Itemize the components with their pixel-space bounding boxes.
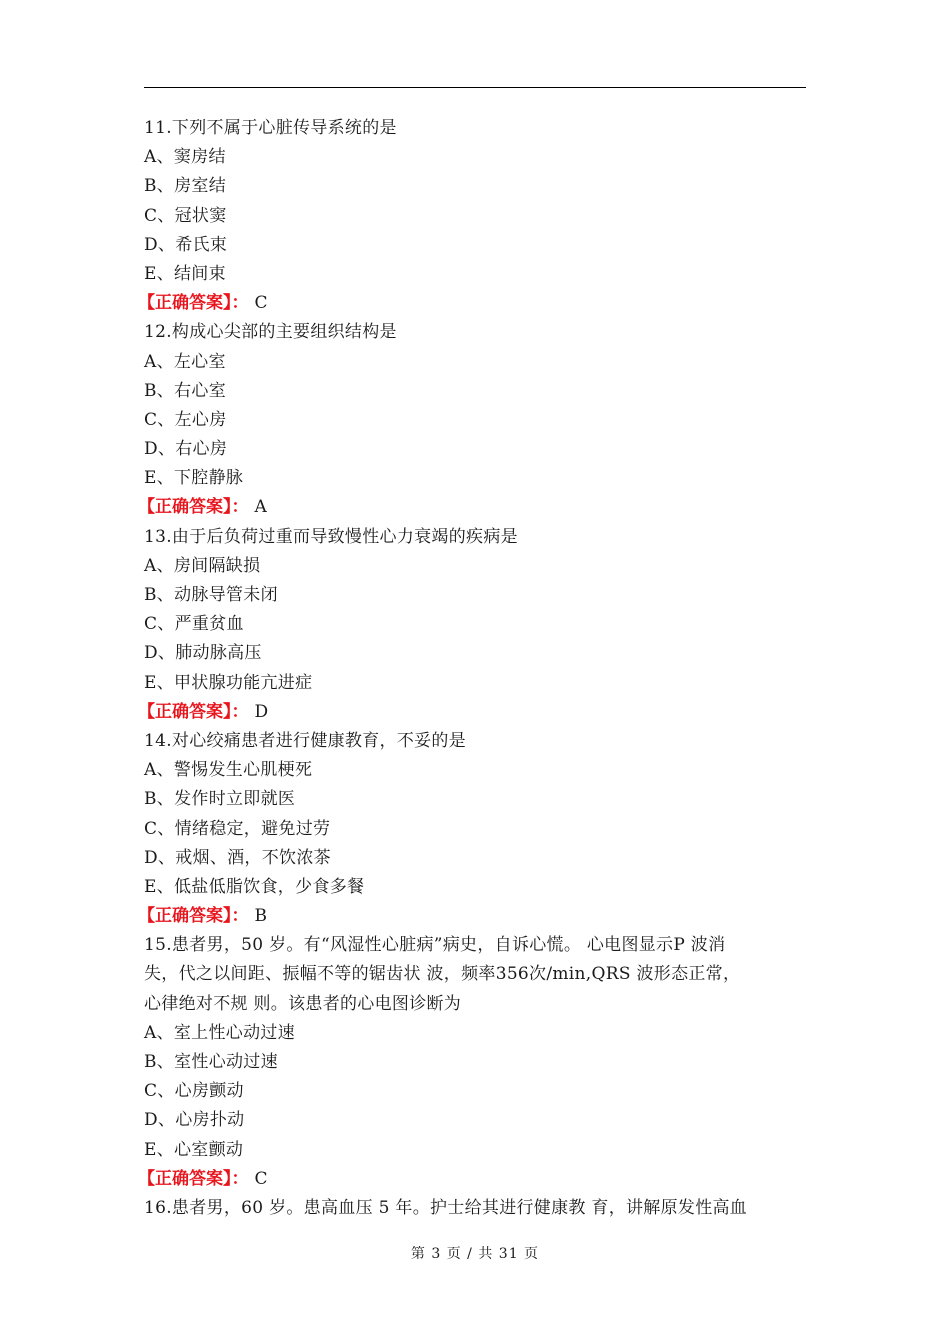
option-e: E、心室颤动 <box>144 1139 244 1160</box>
option-e: E、低盐低脂饮食，少食多餐 <box>144 876 365 897</box>
question-stem: 12.构成心尖部的主要组织结构是 <box>144 322 397 343</box>
option-b: B、右心室 <box>144 380 226 401</box>
answer-value: C <box>254 293 268 314</box>
option-e: E、下腔静脉 <box>144 468 244 489</box>
option-c: C、左心房 <box>144 409 227 430</box>
option-a: A、房间隔缺损 <box>144 555 261 576</box>
question-stem-line: 15.患者男，50 岁。有“风湿性心脏病”病史，自诉心慌。 心电图显示P 波消 <box>144 935 726 956</box>
answer-value: A <box>254 497 267 518</box>
header-rule <box>144 87 806 88</box>
option-b: B、房室结 <box>144 176 226 197</box>
question-stem: 14.对心绞痛患者进行健康教育，不妥的是 <box>144 730 467 751</box>
answer-row <box>138 1165 806 1194</box>
question-item <box>144 1194 806 1223</box>
option-d: D、心房扑动 <box>144 1110 245 1131</box>
answer-label: 【正确答案】： <box>138 906 249 927</box>
page-footer: 第 3 页 / 共 31 页 <box>410 1246 540 1262</box>
option-d: D、戒烟、酒，不饮浓茶 <box>144 847 331 868</box>
question-item <box>138 318 806 522</box>
answer-value: D <box>254 701 269 722</box>
option-d: D、肺动脉高压 <box>144 643 262 664</box>
option-c: C、冠状窦 <box>144 205 227 226</box>
option-e: E、甲状腺功能亢进症 <box>144 672 313 693</box>
question-stem: 11.下列不属于心脏传导系统的是 <box>144 118 397 138</box>
option-c: C、心房颤动 <box>144 1081 244 1102</box>
answer-label: 【正确答案】： <box>138 293 249 314</box>
question-stem: 16.患者男，60 岁。患高血压 5 年。护士给其进行健康教 育，讲解原发性高血 <box>144 1197 748 1218</box>
option-c: C、情绪稳定，避免过劳 <box>144 818 331 839</box>
question-item <box>138 931 806 1194</box>
question-item <box>138 727 806 931</box>
option-d: D、右心房 <box>144 439 228 460</box>
option-d: D、希氏束 <box>144 234 228 255</box>
option-e: E、结间束 <box>144 263 226 284</box>
question-stem: 13.由于后负荷过重而导致慢性心力衰竭的疾病是 <box>144 526 518 547</box>
answer-row <box>138 493 806 522</box>
option-a: A、左心室 <box>144 351 226 372</box>
question-stem-line: 失，代之以间距、振幅不等的锯齿状 波，频率356次/min,QRS 波形态正常， <box>144 964 741 985</box>
answer-row <box>138 289 806 318</box>
question-item <box>138 523 806 727</box>
option-a: A、窦房结 <box>144 147 226 168</box>
option-b: B、动脉导管未闭 <box>144 585 278 605</box>
option-b: B、室性心动过速 <box>144 1052 278 1072</box>
answer-label: 【正确答案】： <box>138 701 249 722</box>
answer-value: C <box>254 1168 268 1189</box>
question-stem-line: 心律绝对不规 则。该患者的心电图诊断为 <box>144 993 462 1014</box>
question-item <box>138 114 806 318</box>
answer-label: 【正确答案】： <box>138 1168 249 1189</box>
answer-row <box>138 902 806 931</box>
option-a: A、室上性心动过速 <box>144 1022 295 1043</box>
answer-row <box>138 698 806 727</box>
answer-value: B <box>254 906 267 927</box>
question-list <box>138 114 806 1223</box>
answer-label: 【正确答案】： <box>138 497 249 518</box>
option-c: C、严重贫血 <box>144 614 244 635</box>
option-b: B、发作时立即就医 <box>144 789 296 810</box>
option-a: A、警惕发生心肌梗死 <box>144 760 313 781</box>
